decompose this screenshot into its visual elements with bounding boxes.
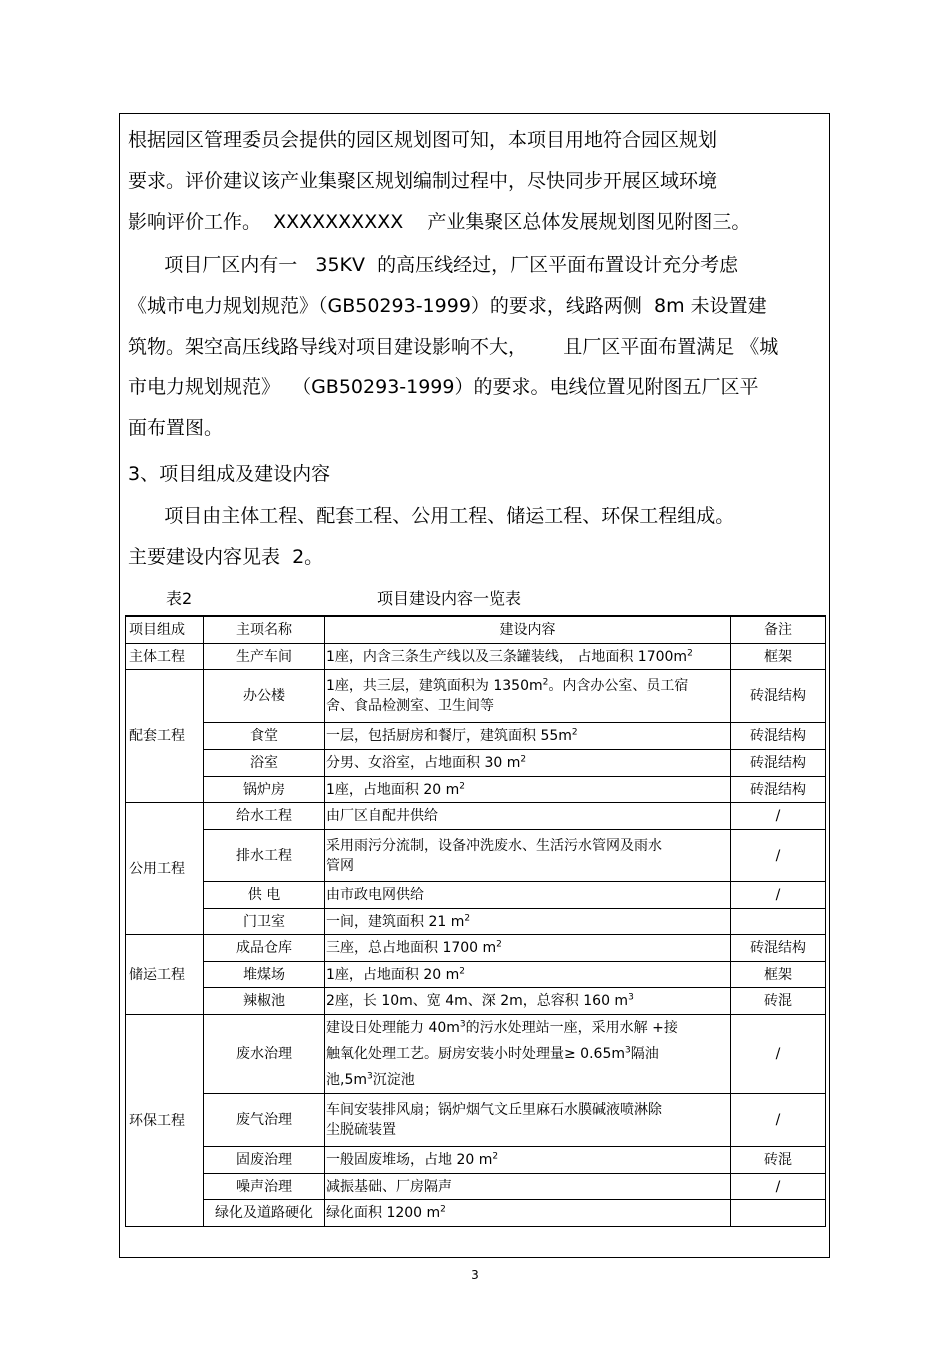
- page-number: 3: [471, 1268, 479, 1282]
- item-cell: 废气治理: [204, 1094, 325, 1147]
- table-label: 表2: [166, 589, 193, 608]
- table-row: [126, 909, 826, 935]
- table-row: [126, 1094, 826, 1147]
- table-row: [126, 962, 826, 988]
- table-row: [126, 670, 826, 723]
- item-cell: 办公楼: [204, 670, 325, 723]
- text-line: 要求。评价建议该产业集聚区规划编制过程中，尽快同步开展区域环境: [128, 169, 718, 192]
- content-cell: 1座，占地面积 20 $m^2$: [325, 777, 731, 803]
- header-item: 主项名称: [204, 616, 325, 644]
- note-cell: 框架: [731, 644, 826, 670]
- paragraph-planning: [128, 120, 828, 242]
- content-cell: 1座，共三层，建筑面积为 $1350m^2$。内含办公室、员工宿 舍、食品检测室、卫生间等: [325, 670, 731, 723]
- table-row: [126, 988, 826, 1015]
- table-row: [126, 777, 826, 803]
- note-cell: /: [731, 1174, 826, 1200]
- table-row: [126, 1147, 826, 1174]
- note-cell: [731, 909, 826, 935]
- table-header-row: [126, 616, 826, 644]
- group-cell: 储运工程: [126, 935, 204, 1015]
- table-row: [126, 1015, 826, 1094]
- section-heading: [128, 454, 828, 495]
- item-cell: 锅炉房: [204, 777, 325, 803]
- content-cell: 由厂区自配井供给: [325, 803, 731, 830]
- note-cell: /: [731, 1015, 826, 1094]
- item-cell: 堆煤场: [204, 962, 325, 988]
- content-cell: 建设日处理能力 $40m^3$的污水处理站一座，采用水解 +接 触氧化处理工艺。厨房安装小时处理量≥ $0.65m^3$隔油 池$,5m^3$沉淀池: [325, 1015, 731, 1094]
- content-cell: 分男、女浴室，占地面积 30 $m^2$: [325, 750, 731, 777]
- text-line: 项目厂区内有一 35KV 的高压线经过，厂区平面布置设计充分考虑: [128, 254, 739, 276]
- item-cell: 浴室: [204, 750, 325, 777]
- group-cell: 环保工程: [126, 1015, 204, 1227]
- text-line: 主要建设内容见表 2。: [128, 545, 324, 568]
- paragraph-composition: [128, 496, 828, 578]
- table-row: [126, 882, 826, 909]
- header-content: 建设内容: [325, 616, 731, 644]
- table-row: [126, 803, 826, 830]
- note-cell: /: [731, 1094, 826, 1147]
- note-cell: 砖混结构: [731, 750, 826, 777]
- text-line: 市电力规划规范》 （GB50293-1999）的要求。电线位置见附图五厂区平: [128, 376, 759, 399]
- note-cell: 砖混结构: [731, 723, 826, 750]
- content-cell: 绿化面积 1200 $m^2$: [325, 1200, 731, 1227]
- table-row: [126, 1174, 826, 1200]
- item-cell: 门卫室: [204, 909, 325, 935]
- note-cell: 砖混结构: [731, 670, 826, 723]
- construction-content-table: [125, 615, 826, 1227]
- group-cell: 公用工程: [126, 803, 204, 935]
- note-cell: /: [731, 830, 826, 882]
- header-note: 备注: [731, 616, 826, 644]
- table-row: [126, 644, 826, 670]
- item-cell: 废水治理: [204, 1015, 325, 1094]
- text-line: 项目由主体工程、配套工程、公用工程、储运工程、环保工程组成。: [128, 505, 735, 527]
- content-cell: 1座，占地面积 20 $m^2$: [325, 962, 731, 988]
- content-cell: 2座，长 10m、宽 4m、深 2m，总容积 160 $m^3$: [325, 988, 731, 1015]
- table-row: [126, 750, 826, 777]
- group-cell: 配套工程: [126, 670, 204, 803]
- content-cell: 一间，建筑面积 21 $m^2$: [325, 909, 731, 935]
- heading-text: 3、项目组成及建设内容: [128, 463, 331, 485]
- content-cell: 三座，总占地面积 1700 $m^2$: [325, 935, 731, 962]
- content-cell: 车间安装排风扇；锅炉烟气文丘里麻石水膜碱液喷淋除 尘脱硫装置: [325, 1094, 731, 1147]
- group-cell: 主体工程: [126, 644, 204, 670]
- item-cell: 食堂: [204, 723, 325, 750]
- item-cell: 辣椒池: [204, 988, 325, 1015]
- note-cell: /: [731, 803, 826, 830]
- note-cell: 砖混: [731, 1147, 826, 1174]
- text-line: 面布置图。: [128, 417, 224, 440]
- note-cell: [731, 1200, 826, 1227]
- text-line: 根据园区管理委员会提供的园区规划图可知，本项目用地符合园区规划: [128, 129, 718, 151]
- content-cell: 减振基础、厂房隔声: [325, 1174, 731, 1200]
- item-cell: 给水工程: [204, 803, 325, 830]
- paragraph-power-line: [128, 245, 828, 449]
- table-row: [126, 723, 826, 750]
- item-cell: 成品仓库: [204, 935, 325, 962]
- item-cell: 供 电: [204, 882, 325, 909]
- table-row: [126, 1200, 826, 1227]
- text-line: 影响评价工作。 XXXXXXXXXX 产业集聚区总体发展规划图见附图三。: [128, 210, 751, 233]
- content-cell: 一般固废堆场，占地 20 $m^2$: [325, 1147, 731, 1174]
- content-cell: 采用雨污分流制，设备冲洗废水、生活污水管网及雨水 管网: [325, 830, 731, 882]
- item-cell: 固废治理: [204, 1147, 325, 1174]
- table-row: [126, 830, 826, 882]
- content-cell: 1座，内含三条生产线以及三条罐装线， 占地面积 $1700m^2$: [325, 644, 731, 670]
- note-cell: /: [731, 882, 826, 909]
- header-group: 项目组成: [126, 616, 204, 644]
- item-cell: 生产车间: [204, 644, 325, 670]
- note-cell: 砖混结构: [731, 935, 826, 962]
- content-cell: 一层，包括厨房和餐厅，建筑面积 $55m^2$: [325, 723, 731, 750]
- table-title: 项目建设内容一览表: [377, 589, 522, 608]
- item-cell: 排水工程: [204, 830, 325, 882]
- text-line: 筑物。架空高压线路导线对项目建设影响不大， 且厂区平面布置满足 《城: [128, 335, 779, 358]
- content-cell: 由市政电网供给: [325, 882, 731, 909]
- item-cell: 绿化及道路硬化: [204, 1200, 325, 1227]
- note-cell: 砖混结构: [731, 777, 826, 803]
- text-line: 《城市电力规划规范》（GB50293-1999）的要求，线路两侧 8m 未设置建: [128, 294, 767, 317]
- item-cell: 噪声治理: [204, 1174, 325, 1200]
- table-row: [126, 935, 826, 962]
- note-cell: 砖混: [731, 988, 826, 1015]
- note-cell: 框架: [731, 962, 826, 988]
